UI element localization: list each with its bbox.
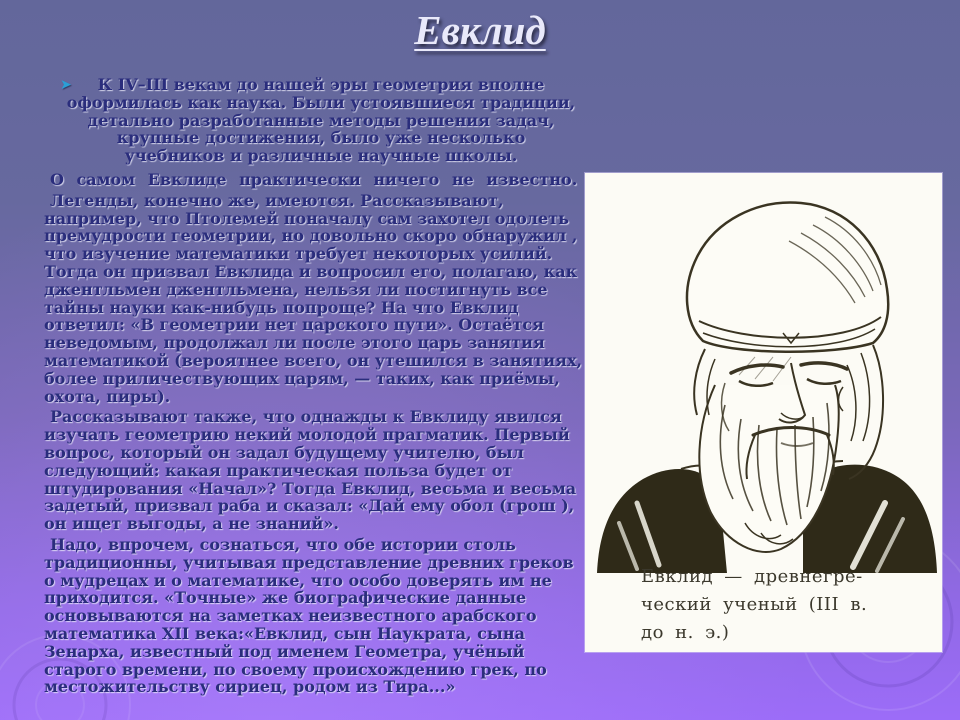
page-title: Евклид bbox=[414, 7, 546, 53]
paragraph-legend-ptolemy: Легенды, конечно же, имеются. Рассказывают, например, что Птолемей поначалу сам захотел одолеть премудрости геометрии, но довольно скоро обнаружил , что изучение математики требует некоторых усилий. Тогда он призвал Евклида и вопросил его, полагаю, как джентльмен джентльмена, нельзя ли постигнуть все тайны науки как-нибудь попроще? На что Евклид ответил: «В геометрии нет царского пути». Остаётся неведомым, продолжал ли после этого царь занятия математикой (вероятнее всего, он утешился в занятиях, более приличествующих царям, — таких, как приёмы, охота, пиры). bbox=[44, 190, 583, 406]
portrait-caption-line: до н. э.) bbox=[641, 622, 730, 643]
bullet-paragraph-text: К IV–III векам до нашей эры геометрия вполне оформилась как наука. Были устоявшиеся традиции, детально разработанные методы решения задач, крупные достижения, было уже несколько учебников и различные научные школы. bbox=[66, 75, 576, 166]
euclid-portrait-image bbox=[585, 173, 942, 573]
portrait-caption-line: ческий ученый (III в. bbox=[641, 594, 868, 615]
euclid-portrait-figure bbox=[585, 173, 942, 652]
portrait-caption bbox=[641, 563, 921, 647]
bullet-arrow-icon: ➤ bbox=[60, 77, 72, 93]
bullet-paragraph bbox=[44, 76, 584, 165]
paragraph-biography: Надо, впрочем, сознаться, что обе истории столь традиционны, учитывая представление древних греков о мудрецах и о математике, что особо доверять им не приходится. «Точные» же биографические данные основываются на заметках неизвестного арабского математика XII века:«Евклид, сын Наукрата, сына Зенарха, известный под именем Геометра, учёный старого времени, по своему происхождению грек, по местожительству сириец, родом из Тира...» bbox=[44, 534, 574, 697]
portrait-caption-line: Евклид — древнегре- bbox=[641, 566, 863, 587]
paragraph-pragmatic-student: Рассказывают также, что однажды к Евклиду явился изучать геометрию некий молодой прагматик. Первый вопрос, который он задал будущему учителю, был следующий: какая практическая польза будет от штудирования «Начал»? Тогда Евклид, весьма и весьма задетый, призвал раба и сказал: «Дай ему обол (грош ), он ищет выгоды, а не знаний». bbox=[44, 407, 577, 534]
paragraph-intro: О самом Евклиде практически ничего не известно. bbox=[50, 169, 578, 189]
body-text-column bbox=[44, 76, 584, 699]
